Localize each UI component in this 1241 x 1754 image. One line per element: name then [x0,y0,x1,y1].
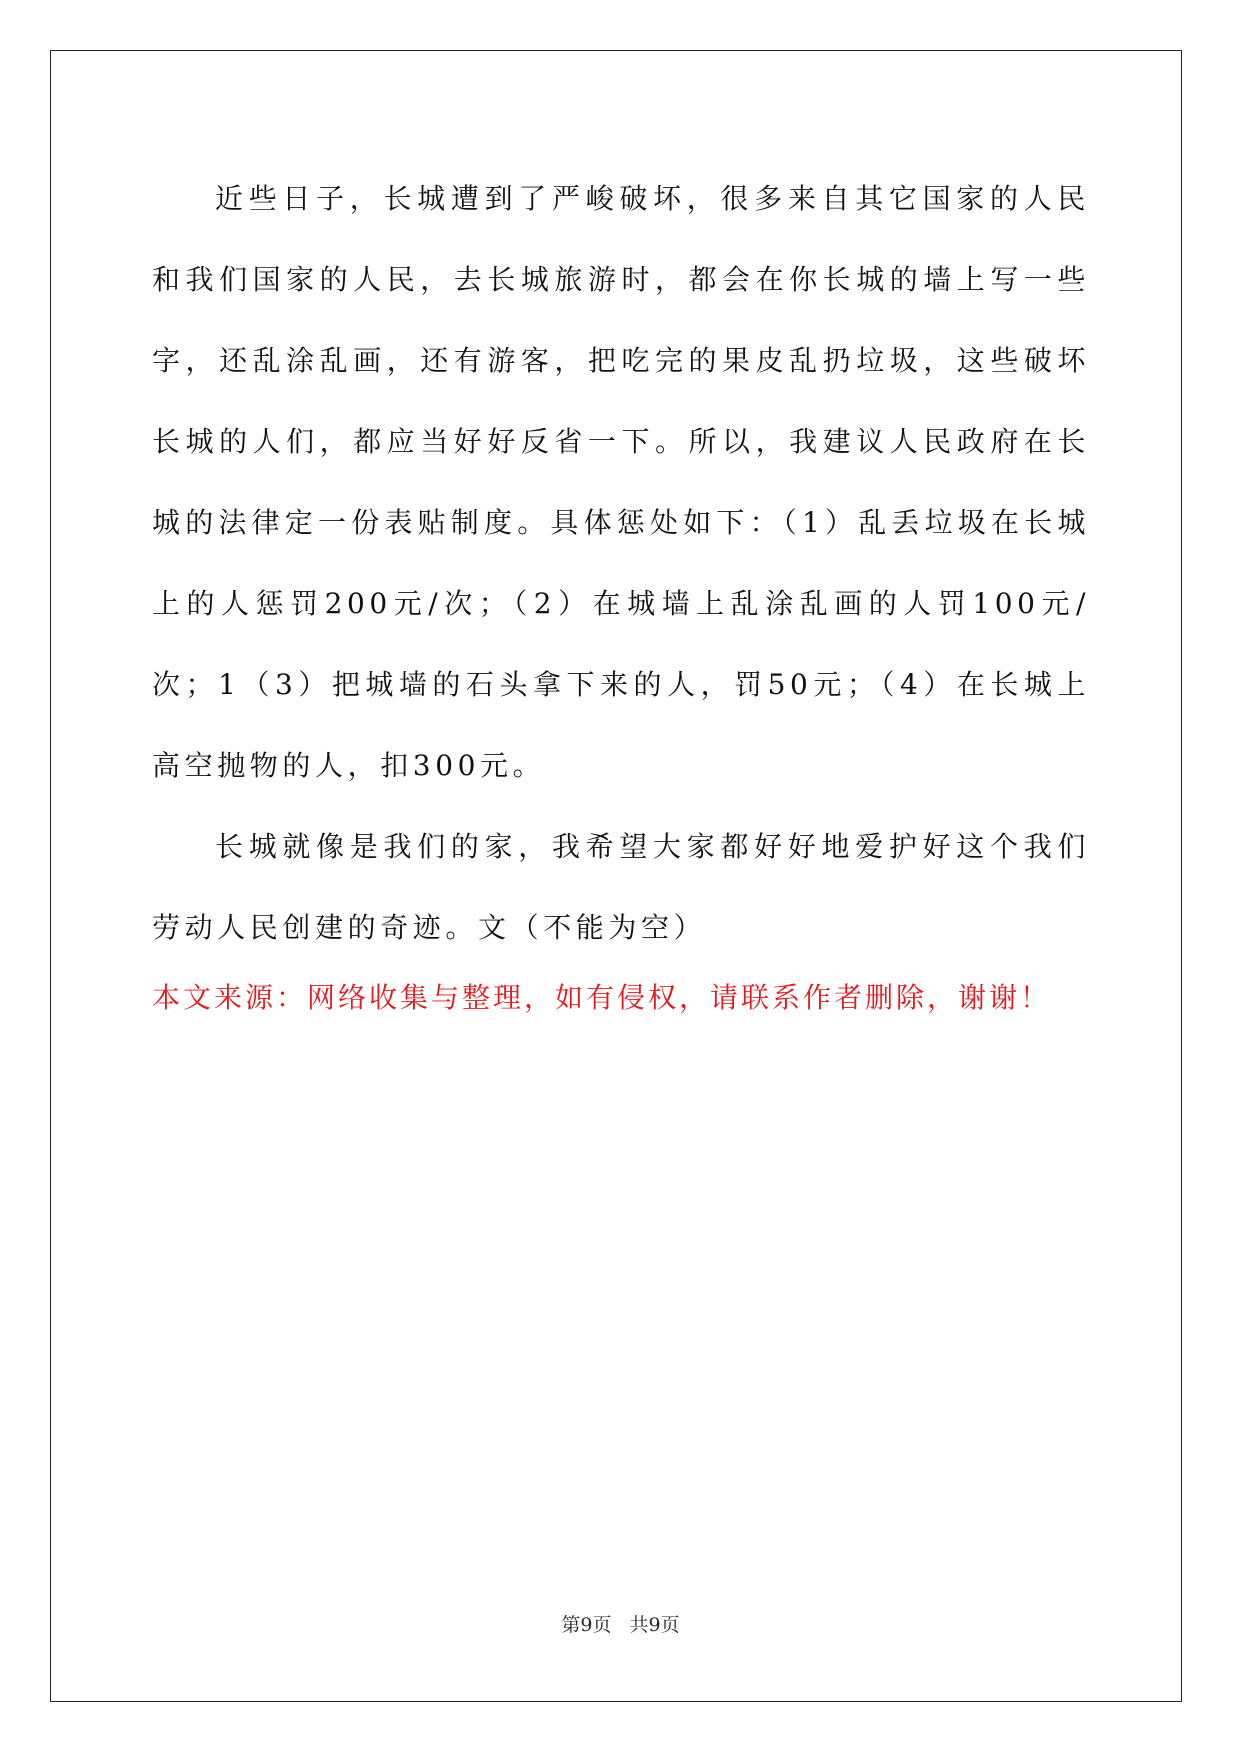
total-page-count: 共9页 [629,1614,680,1636]
document-body [152,158,1090,968]
paragraph-2: 长城就像是我们的家，我希望大家都好好地爱护好这个我们劳动人民创建的奇迹。文（不能为空） [152,830,1090,944]
page-footer [0,1612,1241,1638]
source-disclaimer: 本文来源：网络收集与整理，如有侵权，请联系作者删除，谢谢！ [152,981,1052,1014]
current-page-number: 第9页 [561,1614,612,1636]
paragraph-1: 近些日子，长城遭到了严峻破坏，很多来自其它国家的人民和我们国家的人民，去长城旅游时，都会在你长城的墙上写一些字，还乱涂乱画，还有游客，把吃完的果皮乱扔垃圾，这些破坏长城的人们，都应当好好反省一下。所以，我建议人民政府在长城的法律定一份表贴制度。具体惩处如下：（1）乱丢垃圾在长城上的人惩罚200元/次；（2）在城墙上乱涂乱画的人罚100元/次；1（3）把城墙的石头拿下来的人，罚50元；（4）在长城上高空抛物的人，扣300元。 [152,182,1090,782]
